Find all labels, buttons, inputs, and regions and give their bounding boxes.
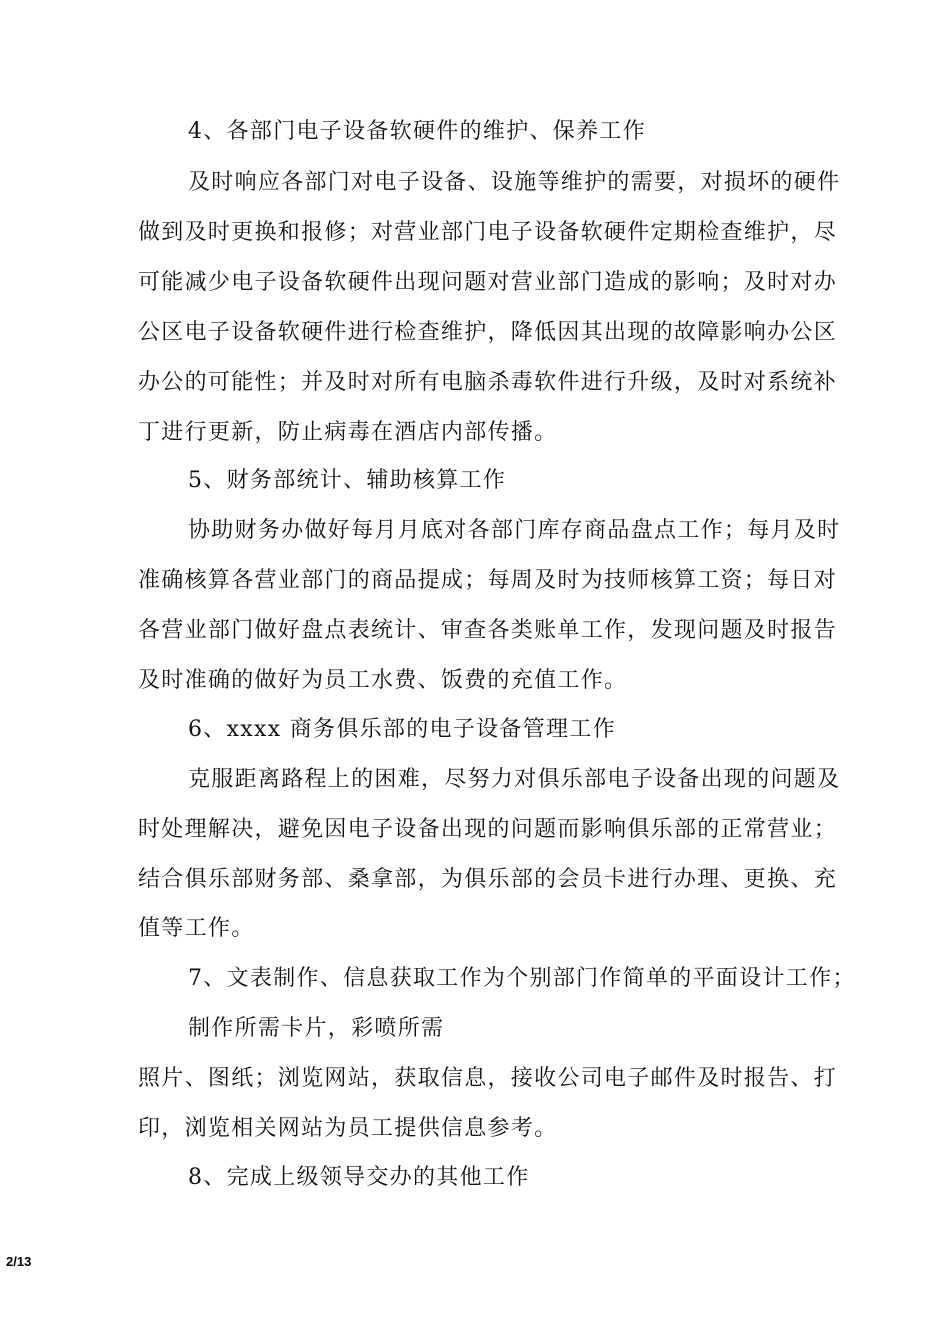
paragraph-line: 克服距离路程上的困难，尽努力对俱乐部电子设备出现的问题及 <box>188 767 841 792</box>
paragraph-line: 照片、图纸；浏览网站，获取信息，接收公司电子邮件及时报告、打 <box>138 1066 838 1091</box>
paragraph-line: 协助财务办做好每月月底对各部门库存商品盘点工作；每月及时 <box>188 518 841 543</box>
paragraph-line: 可能减少电子设备软硬件出现问题对营业部门造成的影响；及时对办 <box>138 270 838 295</box>
heading-item-5: 5、财务部统计、辅助核算工作 <box>188 468 507 493</box>
paragraph-line: 准确核算各营业部门的商品提成；每周及时为技师核算工资；每日对 <box>138 568 838 593</box>
paragraph-line: 值等工作。 <box>138 916 255 941</box>
heading-item-4: 4、各部门电子设备软硬件的维护、保养工作 <box>188 119 646 144</box>
paragraph-line: 办公的可能性；并及时对所有电脑杀毒软件进行升级，及时对系统补 <box>138 370 838 395</box>
heading-item-6: 6、xxxx 商务俱乐部的电子设备管理工作 <box>188 717 616 742</box>
paragraph-line: 各营业部门做好盘点表统计、审查各类账单工作，发现问题及时报告 <box>138 618 838 643</box>
paragraph-line: 制作所需卡片，彩喷所需 <box>188 1016 445 1041</box>
paragraph-line: 公区电子设备软硬件进行检查维护，降低因其出现的故障影响办公区 <box>138 320 838 345</box>
paragraph-line: 时处理解决，避免因电子设备出现的问题而影响俱乐部的正常营业； <box>138 817 838 842</box>
paragraph-line: 印，浏览相关网站为员工提供信息参考。 <box>138 1116 558 1141</box>
paragraph-line: 做到及时更换和报修；对营业部门电子设备软硬件定期检查维护，尽 <box>138 220 838 245</box>
page-number: 2/13 <box>6 1254 32 1269</box>
paragraph-line: 结合俱乐部财务部、桑拿部，为俱乐部的会员卡进行办理、更换、充 <box>138 867 838 892</box>
paragraph-line: 丁进行更新，防止病毒在酒店内部传播。 <box>138 420 558 445</box>
heading-item-8: 8、完成上级领导交办的其他工作 <box>188 1165 530 1190</box>
paragraph-line: 及时响应各部门对电子设备、设施等维护的需要，对损坏的硬件 <box>188 170 841 195</box>
heading-item-7: 7、文表制作、信息获取工作为个别部门作简单的平面设计工作； <box>188 966 856 991</box>
paragraph-line: 及时准确的做好为员工水费、饭费的充值工作。 <box>138 668 628 693</box>
